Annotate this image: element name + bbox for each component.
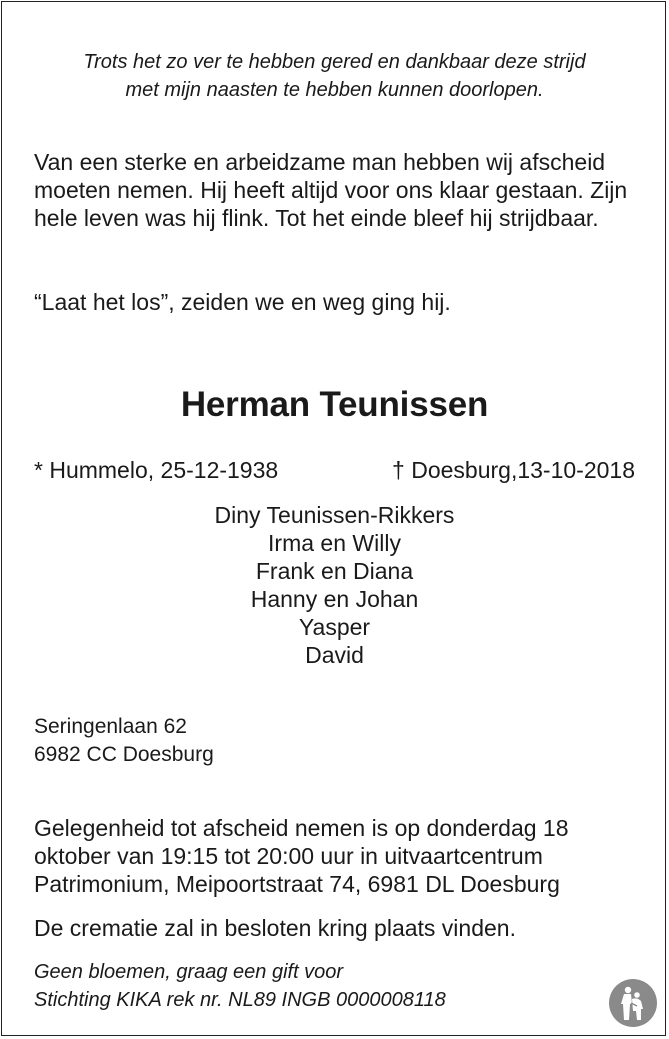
relative-item: Irma en Willy [268,530,401,556]
donation-request [34,958,446,1014]
tribute-paragraph: Van een sterke en arbeidzame man hebben wij afscheid moeten nemen. Hij heeft altijd voor ons klaar gestaan. Zijn hele leven was hij flink. Tot het einde bleef hij strijdbaar. [34,149,628,231]
motto-line-2: met mijn naasten te hebben kunnen doorlopen. [125,79,544,101]
quote-paragraph: “Laat het los”, zeiden we en weg ging hij. [34,289,451,315]
cremation-info: De crematie zal in besloten kring plaats vinden. [34,915,516,941]
birth-date: * Hummelo, 25-12-1938 [34,457,279,483]
motto-line-1: Trots het zo ver te hebben gered en dankbaar deze strijd [83,51,586,73]
relatives-list [0,501,669,669]
motto [0,48,669,104]
donation-line-1: Geen bloemen, graag een gift voor [34,961,344,983]
relative-item: Hanny en Johan [250,586,419,612]
address-city: 6982 CC Doesburg [34,743,214,766]
visitation-info: Gelegenheid tot afscheid nemen is op donderdag 18 oktober van 19:15 tot 20:00 uur in uitvaartcentrum Patrimonium, Meipoortstraat 74, 6981 DL Doesburg [34,815,569,897]
relative-item: David [305,642,364,668]
relative-item: Frank en Diana [255,558,414,584]
death-date: † Doesburg,13-10-2018 [392,457,635,483]
address-block [34,713,214,769]
deceased-name: Herman Teunissen [180,385,489,424]
funeral-figures-icon [609,979,657,1027]
relative-item: Yasper [298,614,371,640]
donation-line-2: Stichting KIKA rek nr. NL89 INGB 0000008118 [34,989,446,1011]
relative-item: Diny Teunissen-Rikkers [214,502,455,528]
address-street: Seringenlaan 62 [34,715,187,738]
